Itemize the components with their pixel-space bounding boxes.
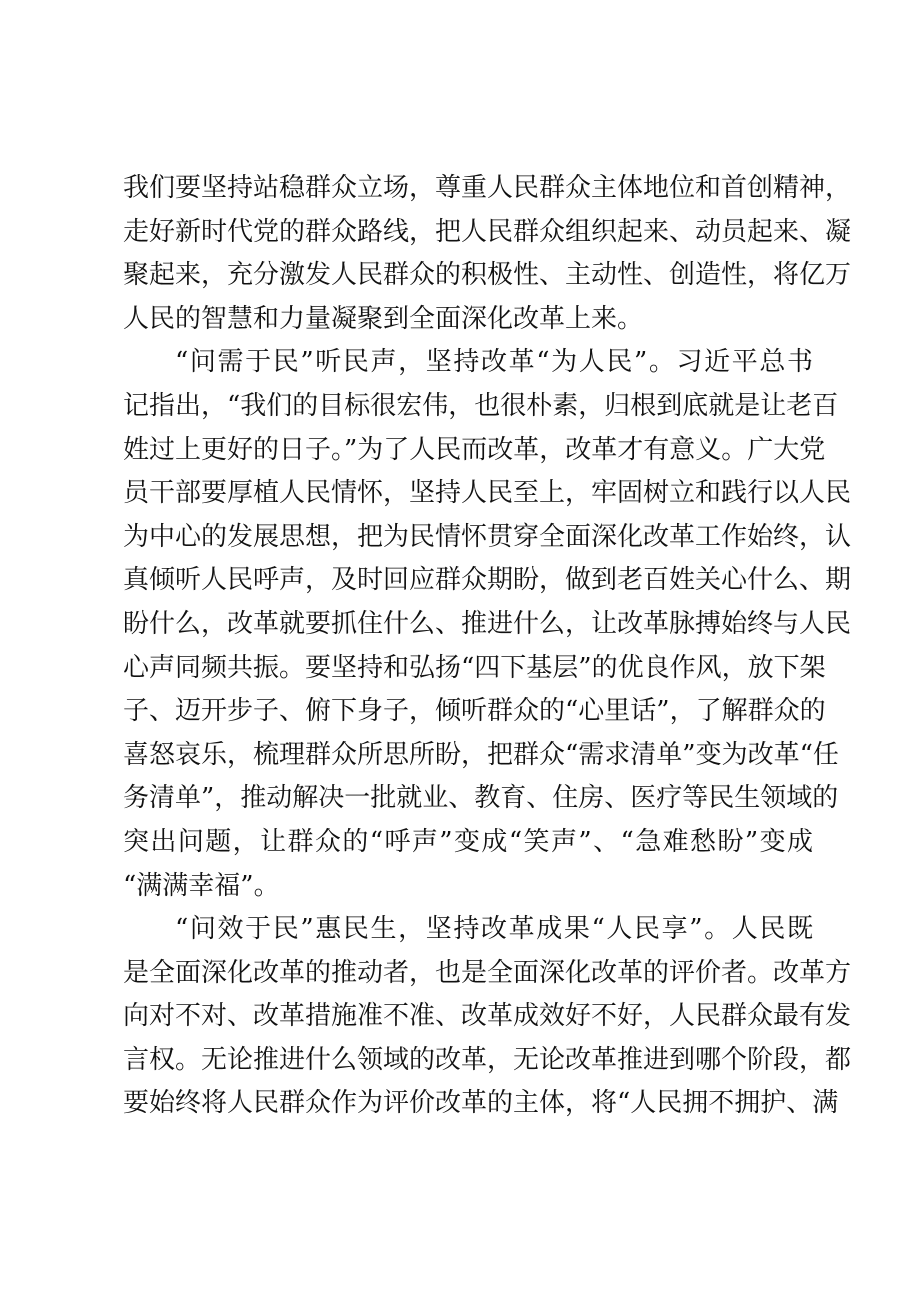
paragraph bbox=[123, 908, 852, 1126]
text-line: 言权。无论推进什么领域的改革，无论改革推进到哪个阶段，都 bbox=[123, 1044, 852, 1075]
text-line: 为中心的发展思想，把为民情怀贯穿全面深化改革工作始终，认 bbox=[123, 521, 852, 552]
paragraph bbox=[123, 167, 852, 341]
text-line: 聚起来，充分激发人民群众的积极性、主动性、创造性，将亿万 bbox=[123, 260, 852, 291]
text-line: 务清单”，推动解决一批就业、教育、住房、医疗等民生领域的 bbox=[123, 783, 839, 814]
text-line: 要始终将人民群众作为评价改革的主体，将“人民拥不拥护、满 bbox=[123, 1088, 839, 1119]
text-line: 记指出，“我们的目标很宏伟，也很朴素，归根到底就是让老百 bbox=[123, 390, 839, 421]
text-line: 盼什么，改革就要抓住什么、推进什么，让改革脉搏始终与人民 bbox=[123, 608, 852, 639]
text-line: “满满幸福”。 bbox=[123, 870, 280, 901]
text-line: 心声同频共振。要坚持和弘扬“四下基层”的优良作风，放下架 bbox=[123, 652, 826, 683]
text-line: 突出问题，让群众的“呼声”变成“笑声”、“急难愁盼”变成 bbox=[123, 826, 813, 857]
text-line: “问需于民”听民声，坚持改革“为人民”。习近平总书 bbox=[175, 347, 813, 378]
text-line: 员干部要厚植人民情怀，坚持人民至上，牢固树立和践行以人民 bbox=[123, 478, 852, 509]
text-line: 子、迈开步子、俯下身子，倾听群众的“心里话”，了解群众的 bbox=[123, 696, 826, 727]
text-line: “问效于民”惠民生，坚持改革成果“人民享”。人民既 bbox=[175, 914, 813, 945]
paragraph bbox=[123, 341, 852, 908]
text-line: 向对不对、改革措施准不准、改革成效好不好，人民群众最有发 bbox=[123, 1001, 852, 1032]
text-line: 真倾听人民呼声，及时回应群众期盼，做到老百姓关心什么、期 bbox=[123, 565, 852, 596]
text-line: 是全面深化改革的推动者，也是全面深化改革的评价者。改革方 bbox=[123, 957, 852, 988]
text-line: 走好新时代党的群众路线，把人民群众组织起来、动员起来、凝 bbox=[123, 216, 852, 247]
document-body bbox=[123, 167, 852, 1126]
text-line: 喜怒哀乐，梳理群众所思所盼，把群众“需求清单”变为改革“任 bbox=[123, 739, 839, 770]
text-line: 我们要坚持站稳群众立场，尊重人民群众主体地位和首创精神， bbox=[123, 173, 852, 203]
text-line: 人民的智慧和力量凝聚到全面深化改革上来。 bbox=[123, 303, 644, 334]
text-line: 姓过上更好的日子。”为了人民而改革，改革才有意义。广大党 bbox=[123, 434, 826, 465]
